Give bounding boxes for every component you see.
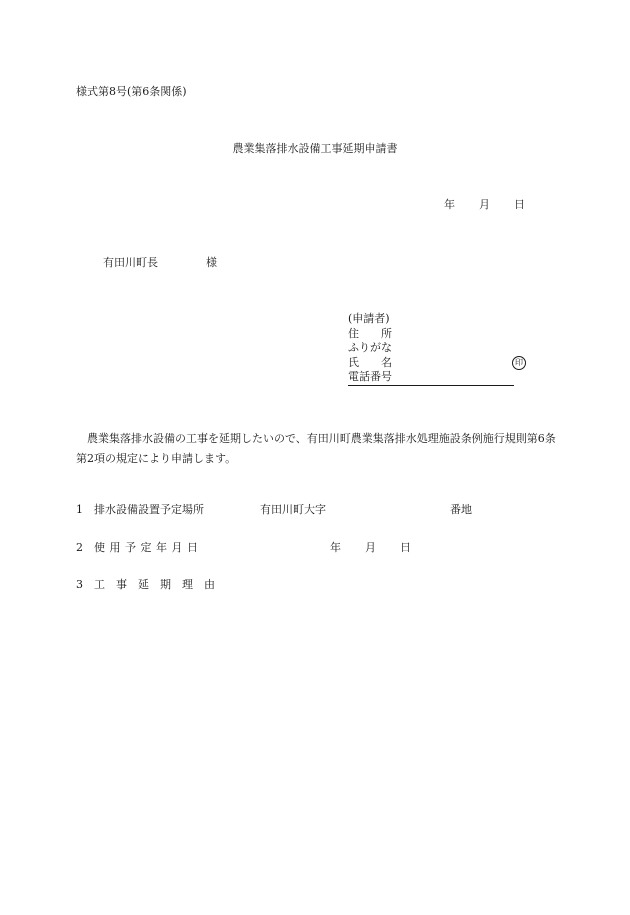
applicant-block [348,312,528,386]
location-prefix: 有田川町大字 [260,503,326,516]
item-label: 使用予定年月日 [94,541,203,554]
date-day-label: 日 [514,198,525,211]
location-suffix: 番地 [450,503,472,516]
form-number: 様式第8号(第6条関係) [76,85,187,98]
applicant-phone-label: 電話番号 [348,370,514,386]
item-number: 2 [76,541,83,554]
applicant-heading: (申請者) [348,312,390,325]
start-date-day: 日 [400,541,411,554]
date-year-label: 年 [444,198,455,211]
application-date [444,198,525,212]
item-delay-reason [76,578,226,592]
applicant-furigana-label: ふりがな [348,341,392,354]
start-date-year: 年 [330,541,341,554]
application-statement: 農業集落排水設備の工事を延期したいので、有田川町農業集落排水処理施設条例施行規則第6条第2項の規定により申請します。 [76,432,556,465]
item-start-date [76,541,411,555]
document-title: 農業集落排水設備工事延期申請書 [232,142,398,155]
item-number: 3 [76,578,83,591]
applicant-address-label: 住 所 [348,326,392,340]
addressee-honorific: 様 [206,256,217,269]
applicant-name-label: 氏 名 [348,355,392,369]
start-date-month: 月 [365,541,376,554]
applicant-name-row [348,356,528,371]
item-label: 工事延期理由 [94,578,226,591]
item-location [76,503,472,517]
date-month-label: 月 [479,198,490,211]
seal-mark: 印 [512,356,526,370]
item-number: 1 [76,503,83,516]
item-label: 排水設備設置予定場所 [94,503,204,516]
addressee-name: 有田川町長 [103,256,158,269]
addressee [103,256,217,270]
